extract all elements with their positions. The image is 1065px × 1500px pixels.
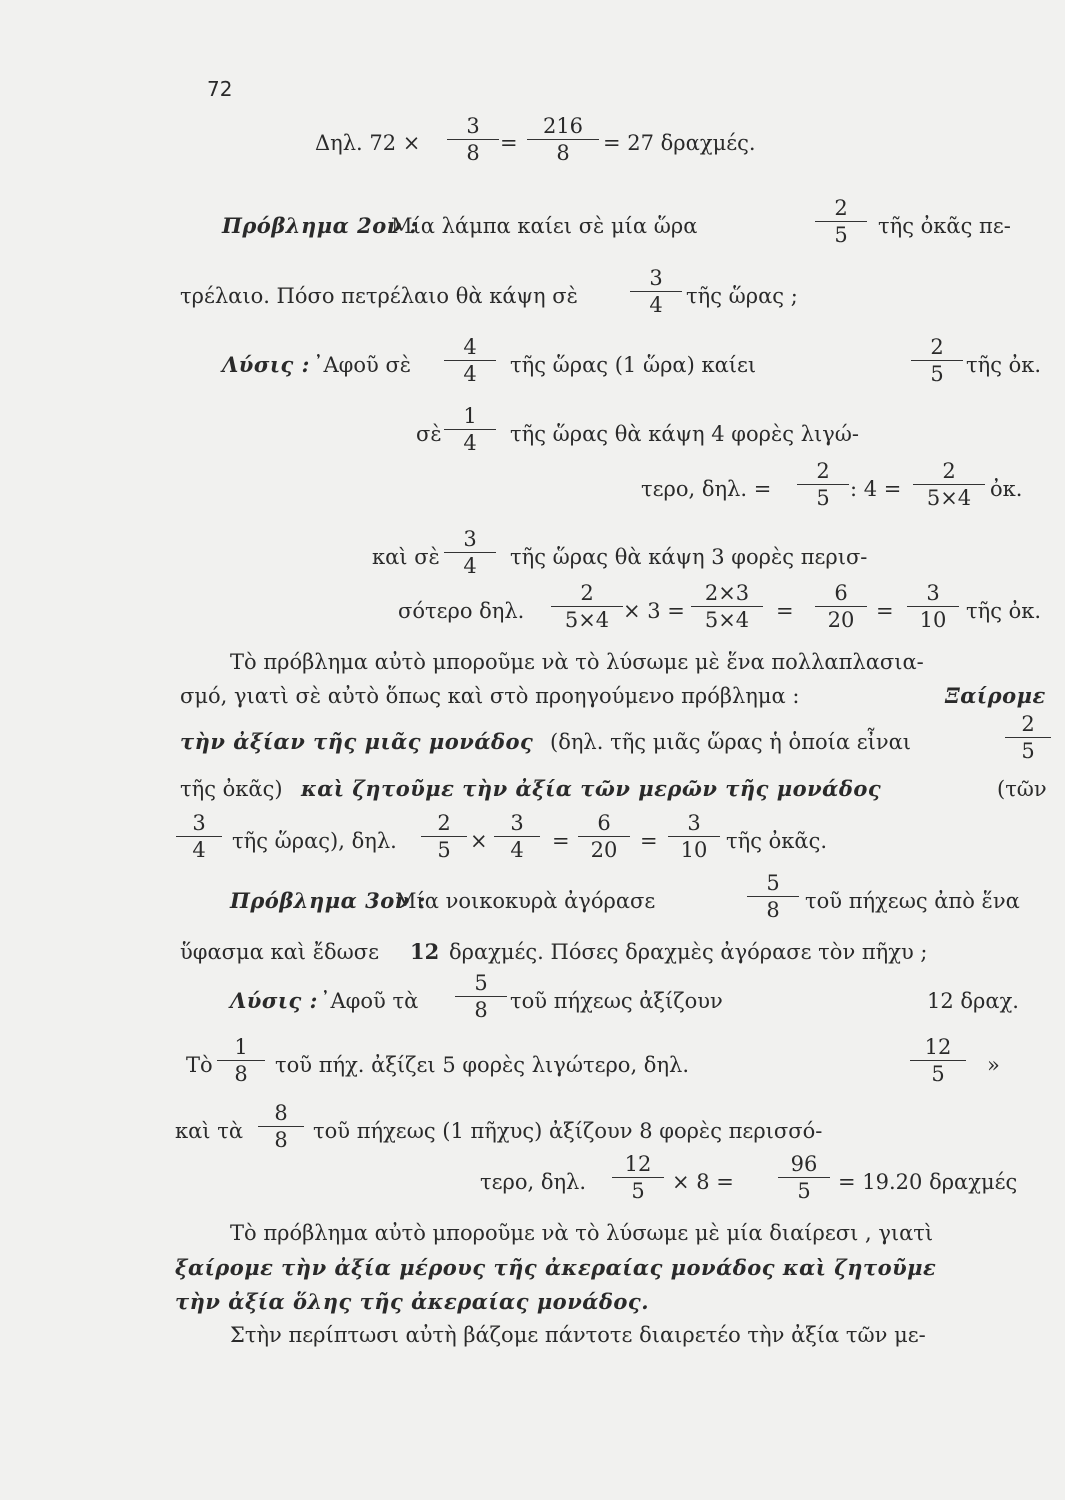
text-line: τοῦ πήχεως ἀξίζουν [510,989,723,1013]
text-line: καὶ σὲ [372,545,440,569]
fraction: $\frac{2}{5\times 4}$ [551,581,623,632]
problem-heading: Πρόβλημα 2ον : [222,213,418,238]
text-line: Μία λάμπα καίει σὲ μία ὥρα [391,214,698,238]
text-line: ᾿Αφοῦ σὲ [313,353,412,377]
text-line: ὀκ. [990,477,1023,501]
fraction: $\frac{3}{4}$ [630,266,682,317]
text-line: Τὸ [186,1053,213,1077]
text-line: τῆς ὥρας ; [686,284,798,308]
text-line: καὶ τὰ [175,1119,244,1143]
fraction: $\frac{2}{5}$ [421,811,467,862]
page-number: 72 [207,77,233,101]
text-line: δραχμές. Πόσες δραχμὲς ἀγόρασε τὸν πῆχυ ; [449,940,928,964]
fraction: $\frac{3}{10}$ [907,581,959,632]
text-line: ᾿Αφοῦ τὰ [320,989,419,1013]
text-line: τῆς ὥρας), δηλ. [232,829,397,853]
text-line: Δηλ. 72 × [315,131,421,155]
equals-sign: = [500,131,518,155]
fraction: $\frac{8}{8}$ [258,1101,304,1152]
equals-sign: = [640,829,658,853]
text-line: τοῦ πήχ. ἀξίζει 5 φορὲς λιγώτερο, δηλ. [275,1053,690,1077]
fraction: $\frac{1}{8}$ [217,1035,265,1086]
solution-heading: Λύσις : [230,988,318,1013]
equals-sign: = [776,599,794,623]
text-line: (δηλ. τῆς μιᾶς ὥρας ἡ ὁποία εἶναι [550,730,912,754]
fraction: $\frac{3}{4}$ [176,811,222,862]
text-line: τρέλαιο. Πόσο πετρέλαιο θὰ κάψη σὲ [180,284,578,308]
text-line: τῆς ὥρας (1 ὥρα) καίει [510,353,757,377]
fraction: $\frac{2}{5}$ [815,196,867,247]
fraction: $\frac{5}{8}$ [455,971,507,1022]
text-line: τῆς ὀκ. [966,599,1042,623]
text-line-bold: τὴν ἀξίαν τῆς μιᾶς μονάδος [180,729,534,754]
text-line-bold: ξαίρομε τὴν ἀξία μέρους τῆς ἀκεραίας μονάδος καὶ ζητοῦμε [175,1255,937,1280]
text-line: τῆς ὥρας θὰ κάψη 3 φορὲς περισ- [510,545,868,569]
text-line: σμό, γιατὶ σὲ αὐτὸ ὅπως καὶ στὸ προηγούμενο πρόβλημα : [180,684,800,708]
text-line: = 27 δραχμές. [603,131,756,155]
fraction: $\frac{3}{10}$ [668,811,720,862]
text-line: ὕφασμα καὶ ἔδωσε [180,940,379,964]
fraction: $\frac{2}{5}$ [1005,712,1051,763]
text-line-bold: καὶ ζητοῦμε τὴν ἀξία τῶν μερῶν τῆς μονάδος [301,776,882,801]
text-line: × 8 = [672,1170,734,1194]
fraction: $\frac{2}{5\times 4}$ [913,459,985,510]
text-line: σὲ [416,422,442,446]
fraction: $\frac{12}{5}$ [612,1152,664,1203]
text-line: = 19.20 δραχμές [838,1170,1018,1194]
text-line: Μία νοικοκυρὰ ἀγόρασε [395,889,656,913]
fraction: $\frac{2\times 3}{5\times 4}$ [691,581,763,632]
text-line: (τῶν [997,777,1047,801]
text-line: τοῦ πήχεως ἀπὸ ἕνα [805,889,1020,913]
fraction: $\frac{2}{5}$ [911,335,963,386]
text-line: τῆς ὀκᾶς πε- [878,214,1011,238]
text-line-bold: τὴν ἀξία ὅλης τῆς ἀκεραίας μονάδος. [175,1289,650,1314]
text-line-bold: 12 [410,939,440,964]
fraction: $\frac{2}{5}$ [797,459,849,510]
text-line-bold: Ξαίρομε [945,683,1046,708]
fraction: $\frac{6}{20}$ [815,581,867,632]
text-line: τῆς ὥρας θὰ κάψη 4 φορὲς λιγώ- [510,422,860,446]
fraction: $\frac{1}{4}$ [444,404,496,455]
text-line: Τὸ πρόβλημα αὐτὸ μποροῦμε νὰ τὸ λύσωμε μὲ ἕνα πολλαπλασια- [230,650,924,674]
text-line: Στὴν περίπτωσι αὐτὴ βάζομε πάντοτε διαιρετέο τὴν ἀξία τῶν με- [230,1323,926,1347]
fraction: $\frac{5}{8}$ [747,871,799,922]
fraction: $\frac{6}{20}$ [578,811,630,862]
fraction: $\frac{3}{4}$ [444,527,496,578]
text-line: : 4 = [850,477,902,501]
times-sign: × [470,829,488,853]
fraction: $\frac{216}{8}$ [527,114,599,165]
fraction: $\frac{4}{4}$ [444,335,496,386]
text-line: τερο, δηλ. = [641,477,772,501]
solution-heading: Λύσις : [222,352,310,377]
text-line: τερο, δηλ. [480,1170,587,1194]
text-line: τοῦ πήχεως (1 πῆχυς) ἀξίζουν 8 φορὲς περισσό- [313,1119,823,1143]
text-line: τῆς ὀκ. [966,353,1042,377]
problem-heading: Πρόβλημα 3ον : [230,888,426,913]
text-line: × 3 = [623,599,685,623]
fraction: $\frac{96}{5}$ [778,1152,830,1203]
text-line: 12 δραχ. [927,989,1019,1013]
fraction: $\frac{12}{5}$ [910,1035,966,1086]
text-line: τῆς ὀκᾶς. [726,829,828,853]
text-line: Τὸ πρόβλημα αὐτὸ μποροῦμε νὰ τὸ λύσωμε μὲ μία διαίρεσι , γιατὶ [230,1221,934,1245]
text-line: σότερο δηλ. [398,599,525,623]
fraction: $\frac{3}{8}$ [447,114,499,165]
fraction: $\frac{3}{4}$ [494,811,540,862]
text-line: τῆς ὀκᾶς) [180,777,283,801]
equals-sign: = [876,599,894,623]
equals-sign: = [552,829,570,853]
ditto-mark: » [987,1053,1000,1077]
